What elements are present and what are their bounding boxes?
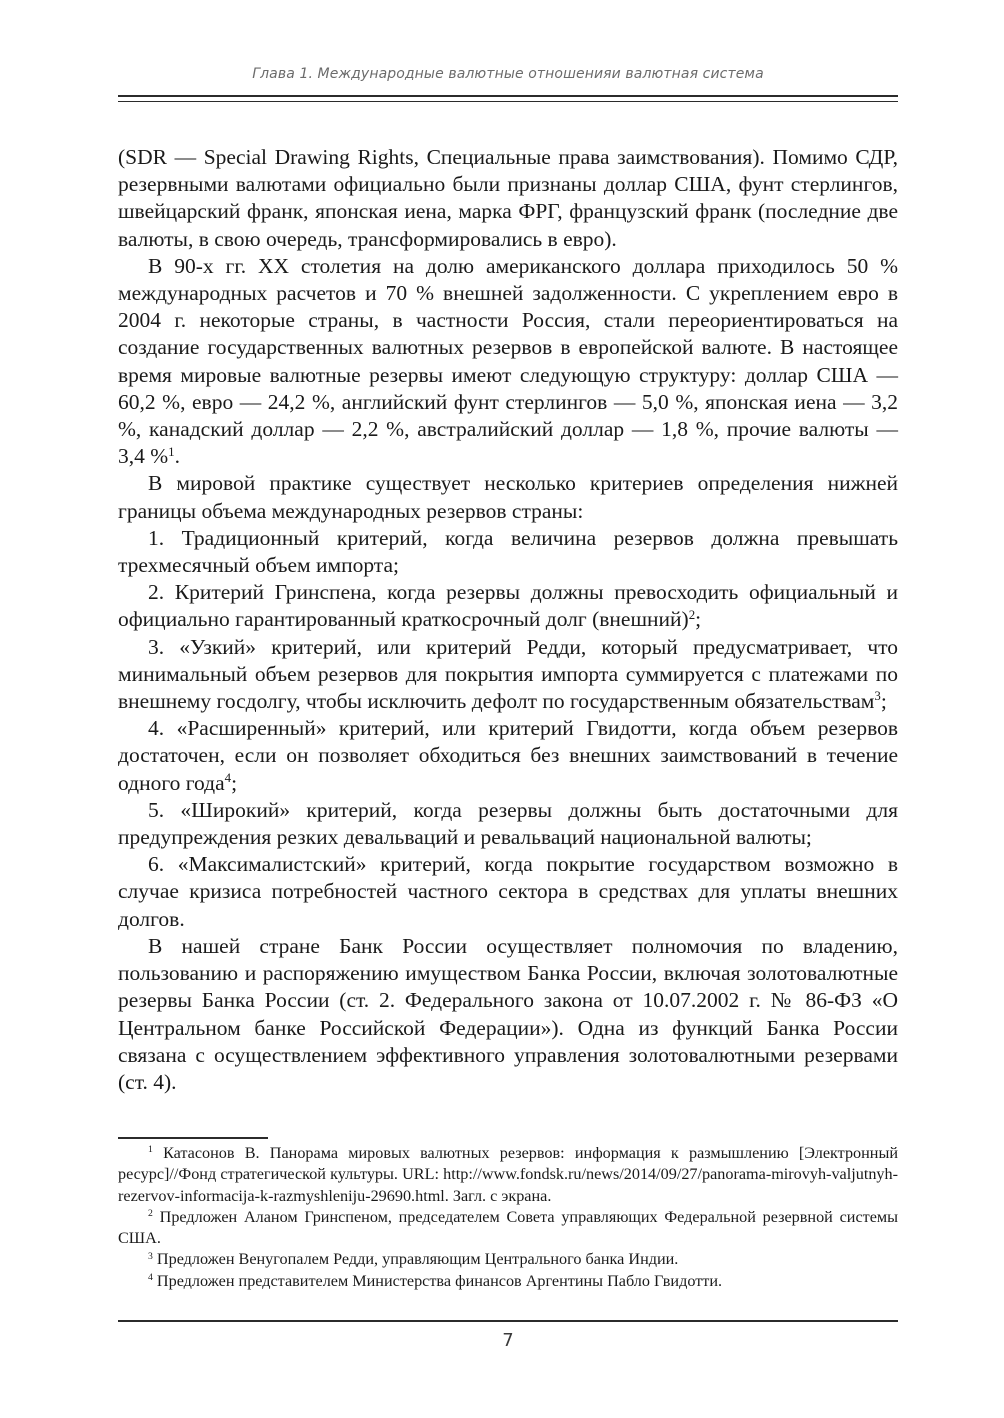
footnote-mark: 3 [148,1250,153,1262]
footer-rule [118,1320,898,1322]
footnote-ref: 4 [224,770,232,785]
list-item [118,634,898,716]
footnote-text: Предложен Венугопалем Редди, управляющим Центрального банка Индии. [156,1250,679,1269]
footnote-ref: 3 [874,689,881,704]
main-text [118,144,898,1096]
paragraph-tail: ; [880,689,887,714]
footnote-text: Предложен Аланом Гринспеном, председателем Совета управляющих Федеральной резервной системы США. [118,1207,899,1248]
list-item: 6. «Максималистский» критерий, когда покрытие государством возможно в случае кризиса потребностей частного сектора в средствах для уплаты внешних долгов. [118,852,898,931]
paragraph [118,253,898,471]
paragraph-text: 4. «Расширенный» критерий, или критерий Гвидотти, когда объем резервов достаточен, если он позволяет обходиться без внешних заимствований в течение одного года [118,716,898,795]
footnote-ref: 2 [688,607,696,622]
header-rule-thin [118,101,898,102]
paragraph: В нашей стране Банк России осуществляет полномочия по владению, пользованию и распоряжению имуществом Банка России, включая золотовалютные резервы Банка России (ст. 2. Федерального закона от 10.07.2002 г. № 86-ФЗ «О Центральном банке Российской Федерации»). Одна из функций Банка России связана с осуществлением эффективного управления золотовалютными резервами (ст. 4). [118,933,898,1094]
footnotes [118,1143,898,1292]
list-item: 1. Традиционный критерий, когда величина резервов должна превышать трехмесячный объем импорта; [118,525,898,578]
paragraph-text: 2. Критерий Гринспена, когда резервы должны превосходить официальный и официально гарантированный краткосрочный долг (внешний) [118,580,898,632]
footnote-ref: 1 [168,444,175,459]
paragraph-text: 3. «Узкий» критерий, или критерий Редди, который предусматривает, что минимальный объем резервов для покрытия импорта суммируется с платежами по внешнему госдолгу, чтобы исключить дефолт по государственным обязательствам [118,634,898,714]
paragraph-tail: . [174,444,180,469]
list-item [118,715,898,797]
footnote-mark: 4 [148,1271,153,1283]
footnote [118,1249,898,1270]
footnote [118,1207,898,1250]
paragraph: В мировой практике существует несколько критериев определения нижней границы объема международных резервов страны: [118,471,898,523]
footnote [118,1271,898,1292]
paragraph-text: В 90-х гг. XX столетия на долю американского доллара приходилось 50 % международных расчетов и 70 % внешней задолженности. С укреплением евро в 2004 г. некоторые страны, в частности Россия, стали переориентироваться на создание государственных валютных резервов в европейской валюте. В настоящее время мировые валютные резервы имеют следующую структуру: доллар США — 60,2 %, евро — 24,2 %, английский фунт стерлингов — 5,0 %, японская иена — 3,2 %, канадский доллар — 2,2 %, австралийский доллар — 1,8 %, прочие валюты — 3,4 % [118,253,898,469]
footnote-mark: 2 [148,1208,153,1220]
footnote-separator [118,1137,268,1139]
list-item [118,579,898,633]
footnote-text: Катасонов В. Панорама мировых валютных резервов: информация к размышлению [Электронный ресурс]//Фонд стратегической культуры. URL: http://www.fondsk.ru/news/2014/09/27/panorama-mirovyh-valjutnyh-rezervov-informacija-k-razmyshleniju-29690.html. Загл. с экрана. [118,1144,898,1205]
list-item: 5. «Широкий» критерий, когда резервы должны быть достаточными для предупреждения резких девальваций и ревальваций национальной валюты; [118,797,898,850]
footnote [118,1143,898,1207]
header-rule-thick [118,95,898,97]
paragraph-tail: ; [695,607,702,632]
footnote-text: Предложен представителем Министерства финансов Аргентины Пабло Гвидотти. [156,1271,723,1290]
paragraph: (SDR — Special Drawing Rights, Специальные права заимствования). Помимо СДР, резервными валютами официально были признаны доллар США, фунт стерлингов, швейцарский франк, японская иена, марка ФРГ, французский франк (последние две валюты, в свою очередь, трансформировались в евро). [118,145,898,251]
running-header: Глава 1. Международные валютные отношенияи валютная система [252,66,764,82]
paragraph-tail: ; [231,770,238,795]
footnote-mark: 1 [148,1144,153,1156]
page-number: 7 [502,1330,514,1351]
